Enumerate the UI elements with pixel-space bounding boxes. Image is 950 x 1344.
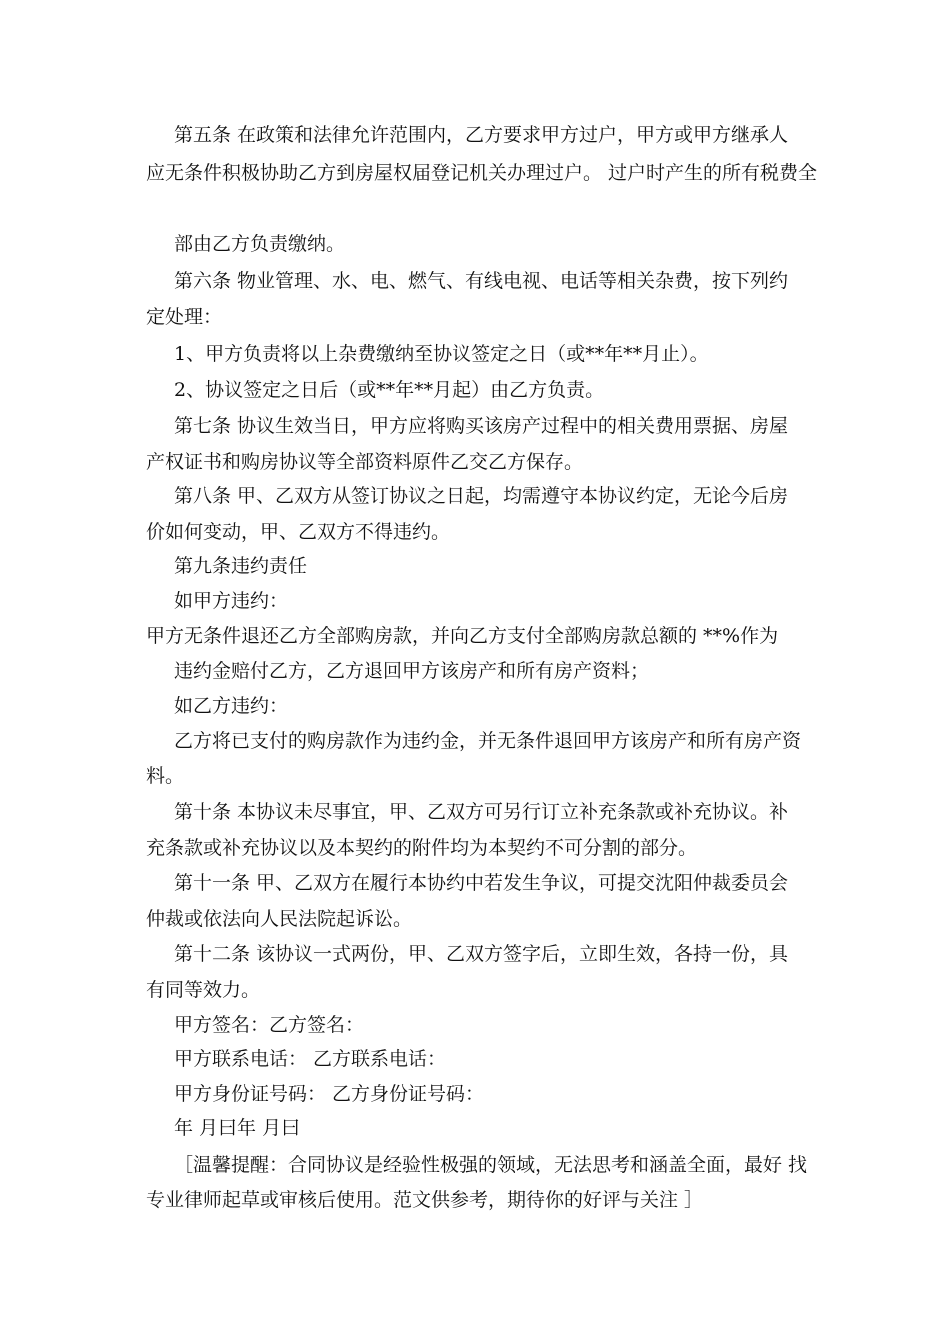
clause-9-heading: 第九条违约责任 [174, 555, 308, 577]
party-b-breach-line-1: 乙方将已支付的购房款作为违约金，并无条件退回甲方该房产和所有房产资 [174, 730, 802, 752]
clause-6-line-2: 定处理： [146, 306, 223, 328]
signature-line: 甲方签名：乙方签名： [174, 1014, 365, 1036]
clause-11-line-2: 仲裁或依法向人民法院起诉讼。 [146, 908, 413, 930]
clause-7-line-1: 第七条 协议生效当日，甲方应将购买该房产过程中的相关费用票据、房屋 [174, 415, 789, 437]
clause-6-item-1: 1、甲方负责将以上杂费缴纳至协议签定之日（或**年**月止）。 [174, 343, 709, 365]
clause-5-line-2: 应无条件积极协助乙方到房屋权届登记机关办理过户。 过户时产生的所有税费全 [146, 162, 818, 184]
reminder-line-2: 专业律师起草或审核后使用。范文供参考，期待你的好评与关注 ］ [146, 1189, 704, 1211]
party-a-breach-line-1: 甲方无条件退还乙方全部购房款，并向乙方支付全部购房款总额的 **%作为 [146, 625, 779, 647]
clause-5-line-1: 第五条 在政策和法律允许范围内，乙方要求甲方过户，甲方或甲方继承人 [174, 124, 789, 146]
clause-8-line-2: 价如何变动，甲、乙双方不得违约。 [146, 521, 451, 543]
clause-12-line-1: 第十二条 该协议一式两份，甲、乙双方签字后，立即生效，各持一份，具 [174, 943, 789, 965]
clause-11-line-1: 第十一条 甲、乙双方在履行本协约中若发生争议，可提交沈阳仲裁委员会 [174, 872, 789, 894]
reminder-line-1: ［温馨提醒：合同协议是经验性极强的领域，无法思考和涵盖全面，最好 找 [174, 1154, 808, 1176]
clause-6-item-2: 2、协议签定之日后（或**年**月起）由乙方负责。 [174, 379, 605, 401]
clause-12-line-2: 有同等效力。 [146, 979, 261, 1001]
party-a-breach-line-2: 违约金赔付乙方，乙方退回甲方该房产和所有房产资料； [174, 660, 650, 682]
clause-8-line-1: 第八条 甲、乙双方从签订协议之日起，均需遵守本协议约定，无论今后房 [174, 485, 789, 507]
id-number-line: 甲方身份证号码： 乙方身份证号码： [174, 1083, 485, 1105]
clause-6-line-1: 第六条 物业管理、水、电、燃气、有线电视、电话等相关杂费，按下列约 [174, 270, 789, 292]
phone-line: 甲方联系电话： 乙方联系电话： [174, 1048, 447, 1070]
clause-5-line-3: 部由乙方负责缴纳。 [174, 233, 346, 255]
clause-7-line-2: 产权证书和购房协议等全部资料原件乙交乙方保存。 [146, 451, 584, 473]
clause-10-line-1: 第十条 本协议未尽事宜，甲、乙双方可另行订立补充条款或补充协议。补 [174, 801, 789, 823]
party-b-breach-line-2: 料。 [146, 765, 185, 787]
party-a-breach-heading: 如甲方违约： [174, 590, 289, 612]
clause-10-line-2: 充条款或补充协议以及本契约的附件均为本契约不可分割的部分。 [146, 837, 698, 859]
party-b-breach-heading: 如乙方违约： [174, 695, 289, 717]
date-line: 年 月曰年 月曰 [174, 1117, 301, 1139]
